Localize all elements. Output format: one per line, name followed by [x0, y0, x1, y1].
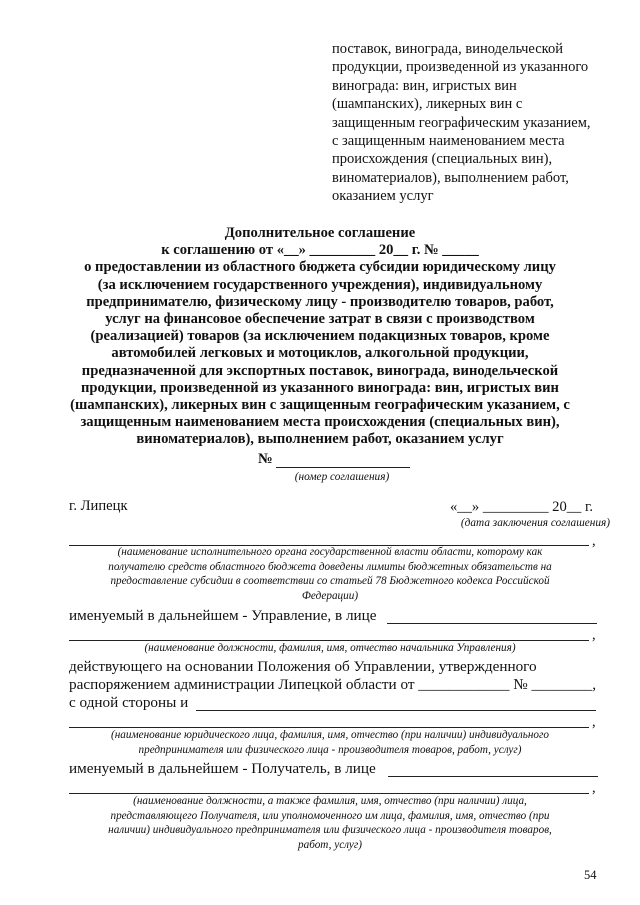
heading-line: защищенным географическим указанием,	[332, 114, 591, 131]
heading-line: (шампанских), ликерных вин с	[332, 96, 523, 113]
comma: ,	[592, 714, 596, 730]
recipient-representative-caption	[40, 794, 620, 852]
authority-name-caption	[40, 545, 620, 603]
regulation-line: распоряжением администрации Липецкой области от ____________ № ________,	[69, 676, 597, 693]
comma: ,	[592, 533, 596, 549]
title-line: (за исключением государственного учреждения), индивидуальному	[97, 276, 543, 293]
title-line: продукции, произведенной из указанного винограда: вин, игристых вин	[81, 379, 559, 396]
title-line: защищенным наименованием места происхождения (специальных вин),	[80, 414, 560, 431]
title-line: автомобилей легковых и мотоциклов, алкогольной продукции,	[111, 345, 529, 362]
caption-line: наличии) индивидуального предпринимателя или физического лица - производителя товаров,	[108, 824, 552, 837]
recipient-name-caption	[40, 728, 620, 757]
caption-line: получателю средств областного бюджета доведены лимиты бюджетных обязательств на	[108, 560, 552, 573]
title-line: Дополнительное соглашение	[224, 225, 416, 241]
appendix-heading	[332, 40, 612, 206]
caption-line: (наименование исполнительного органа государственной власти области, которому как	[117, 546, 543, 558]
agreement-number-caption: (номер соглашения)	[294, 471, 390, 483]
heading-line: винограда: вин, игристых вин	[332, 77, 517, 94]
caption-line: (наименование должности, а также фамилия, имя, отчество (при наличии) лица,	[133, 795, 527, 807]
agreement-number-label: №	[258, 451, 273, 467]
title-line: о предоставлении из областного бюджета субсидии юридическому лицу	[84, 259, 556, 276]
caption-line: представляющего Получателя, или уполномоченного им лица, фамилия, имя, отчество (при	[110, 809, 550, 822]
document-title	[40, 225, 600, 449]
agreement-date-caption: (дата заключения соглашения)	[460, 517, 610, 529]
acting-basis-line: действующего на основании Положения об Управлении, утвержденного	[69, 658, 537, 675]
heading-line: оказанием услуг	[332, 188, 434, 205]
city-label: г. Липецк	[69, 498, 128, 514]
title-line: к соглашению от «__» _________ 20__ г. № _____	[161, 242, 479, 259]
title-line: предпринимателю, физическому лицу - производителю товаров, работ,	[86, 293, 554, 310]
title-line: предназначенной для экспортных поставок, винограда, винодельческой	[81, 362, 559, 379]
heading-line: происхождения (специальных вин),	[332, 151, 553, 168]
heading-line: поставок, винограда, винодельческой	[332, 41, 563, 57]
heading-line: виноматериалов), выполнением работ,	[332, 169, 569, 186]
title-line: виноматериалов), выполнением работ, оказанием услуг	[136, 431, 504, 448]
recipient-representative-field	[388, 776, 598, 777]
one-side-text: с одной стороны и	[69, 694, 189, 711]
caption-line: предпринимателя или физического лица - производителя товаров, работ, услуг)	[138, 743, 522, 756]
caption-line: Федерации)	[301, 589, 359, 602]
agreement-number-field	[276, 467, 410, 468]
caption-line: (наименование юридического лица, фамилия, имя, отчество (при наличии) индивидуального	[111, 729, 549, 741]
recipient-named-text: именуемый в дальнейшем - Получатель, в лице	[69, 760, 376, 777]
title-line: услуг на финансовое обеспечение затрат в связи с производством	[105, 311, 535, 328]
department-head-caption: (наименование должности, фамилия, имя, отчество начальника Управления)	[144, 642, 516, 654]
heading-line: с защищенным наименованием места	[332, 133, 565, 150]
caption-line: работ, услуг)	[298, 838, 362, 851]
heading-line: продукции, произведенной из указанного	[332, 59, 589, 76]
caption-line: предоставление субсидии в соответствии со статьей 78 Бюджетного кодекса Российской	[110, 575, 550, 588]
agreement-date: «__» _________ 20__ г.	[450, 499, 593, 515]
department-representative-field	[387, 623, 597, 624]
title-line: (реализацией) товаров (за исключением подакцизных товаров, кроме	[90, 328, 550, 345]
recipient-name-field-1	[196, 710, 596, 711]
title-line: (шампанских), ликерных вин с защищенным географическим указанием, с	[70, 397, 570, 414]
page-number: 54	[584, 868, 597, 882]
department-named-text: именуемый в дальнейшем - Управление, в лице	[69, 607, 377, 624]
comma: ,	[592, 780, 596, 796]
comma: ,	[592, 627, 596, 643]
